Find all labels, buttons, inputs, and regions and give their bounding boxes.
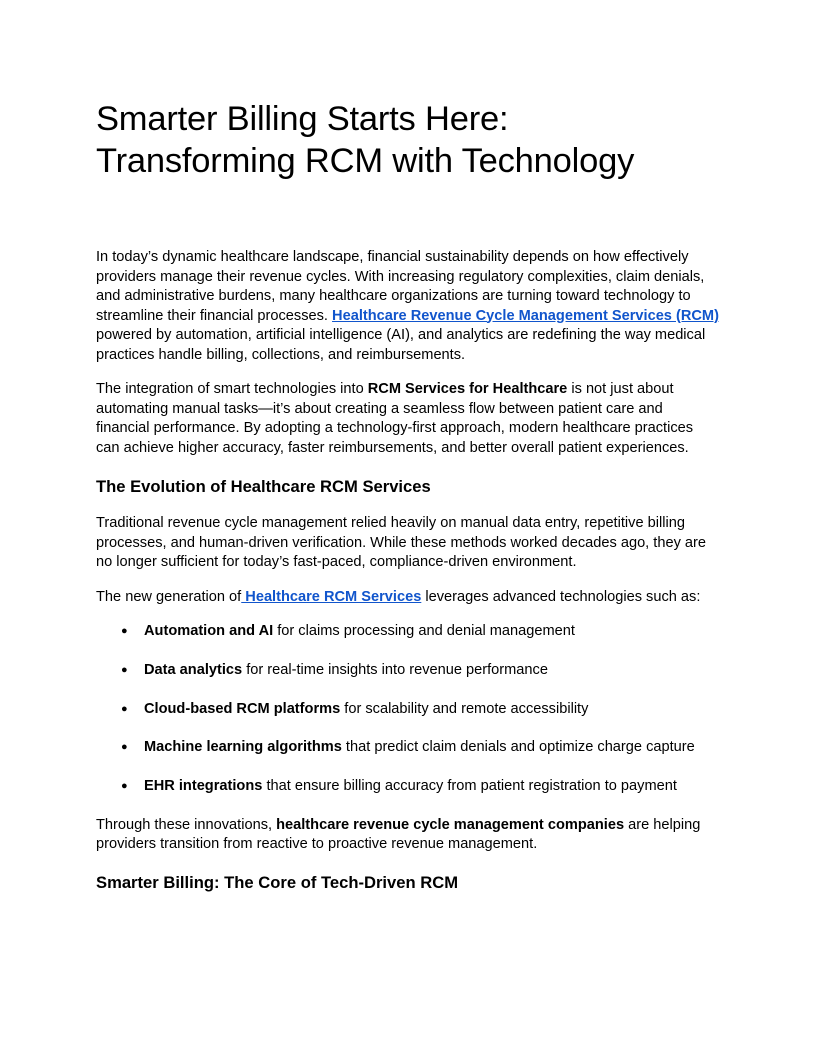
- evolution-paragraph: Traditional revenue cycle management relied heavily on manual data entry, repetitive billing processes, and human-driven verification. While these methods worked decades ago, they are no longer sufficient for today’s fast-paced, compliance-driven environment.: [96, 515, 707, 570]
- list-item-bold: Automation and AI: [144, 623, 274, 639]
- bullet-icon: ●: [121, 702, 128, 715]
- integration-text-2: is not just about automating manual tasks—it’s about creating a seamless flow between patient care and financial performance. By adopting a technology-first approach, modern healthcare practices can achieve higher accuracy, faster reimbursements, and better overall patient experiences.: [96, 381, 694, 456]
- bullet-icon: ●: [121, 625, 128, 637]
- technology-list: [96, 622, 720, 797]
- list-item: [96, 700, 720, 720]
- list-item-bold: EHR integrations: [144, 778, 263, 795]
- healthcare-rcm-services-link[interactable]: Healthcare RCM Services: [241, 588, 422, 605]
- list-item-text: for real-time insights into revenue performance: [242, 661, 548, 678]
- intro-text-2: powered by automation, artificial intelligence (AI), and analytics are redefining the way medical practices handle billing, collections, and reimbursements.: [96, 327, 706, 363]
- integration-text-1: The integration of smart technologies into: [96, 381, 368, 397]
- document-page: [96, 98, 720, 894]
- bullet-icon: ●: [121, 780, 128, 793]
- list-item: [96, 661, 720, 681]
- rcm-services-link[interactable]: Healthcare Revenue Cycle Management Services (RCM): [332, 307, 719, 324]
- innovations-paragraph: [96, 816, 720, 855]
- innovations-text-2: are helping providers transition from reactive to proactive revenue management.: [96, 816, 701, 853]
- title-line-1: Smarter Billing Starts Here:: [96, 100, 509, 138]
- list-item-text: for claims processing and denial management: [273, 623, 575, 639]
- new-generation-paragraph: [96, 588, 720, 608]
- new-generation-text-2: leverages advanced technologies such as:: [421, 588, 701, 605]
- list-item-bold: Machine learning algorithms: [144, 739, 342, 756]
- section-heading-smarter-billing: Smarter Billing: The Core of Tech-Driven RCM: [96, 872, 459, 892]
- list-item: [96, 738, 720, 758]
- integration-paragraph: [96, 380, 720, 458]
- bullet-icon: ●: [121, 741, 128, 754]
- intro-paragraph: [96, 248, 720, 365]
- list-item-text: that predict claim denials and optimize charge capture: [341, 739, 695, 756]
- list-item: [96, 622, 720, 642]
- document-title: [96, 98, 720, 182]
- innovations-text-1: Through these innovations,: [96, 816, 277, 833]
- section-heading-evolution: The Evolution of Healthcare RCM Services: [96, 477, 431, 496]
- list-item-bold: Cloud-based RCM platforms: [144, 700, 341, 717]
- title-line-2: Transforming RCM with Technology: [96, 142, 635, 180]
- bullet-icon: ●: [121, 663, 128, 676]
- new-generation-text-1: The new generation of: [96, 588, 242, 605]
- list-item: [96, 777, 720, 797]
- innovations-bold: healthcare revenue cycle management companies: [276, 816, 625, 833]
- intro-text-1: In today’s dynamic healthcare landscape, financial sustainability depends on how effectively providers manage their revenue cycles. With increasing regulatory complexities, claim denials, and administrative burdens, many healthcare organizations are turning toward technology to streamline their financial processes.: [96, 249, 705, 324]
- list-item-text: that ensure billing accuracy from patient registration to payment: [262, 778, 677, 795]
- list-item-bold: Data analytics: [144, 661, 243, 678]
- integration-bold: RCM Services for Healthcare: [367, 381, 568, 397]
- list-item-text: for scalability and remote accessibility: [340, 700, 589, 717]
